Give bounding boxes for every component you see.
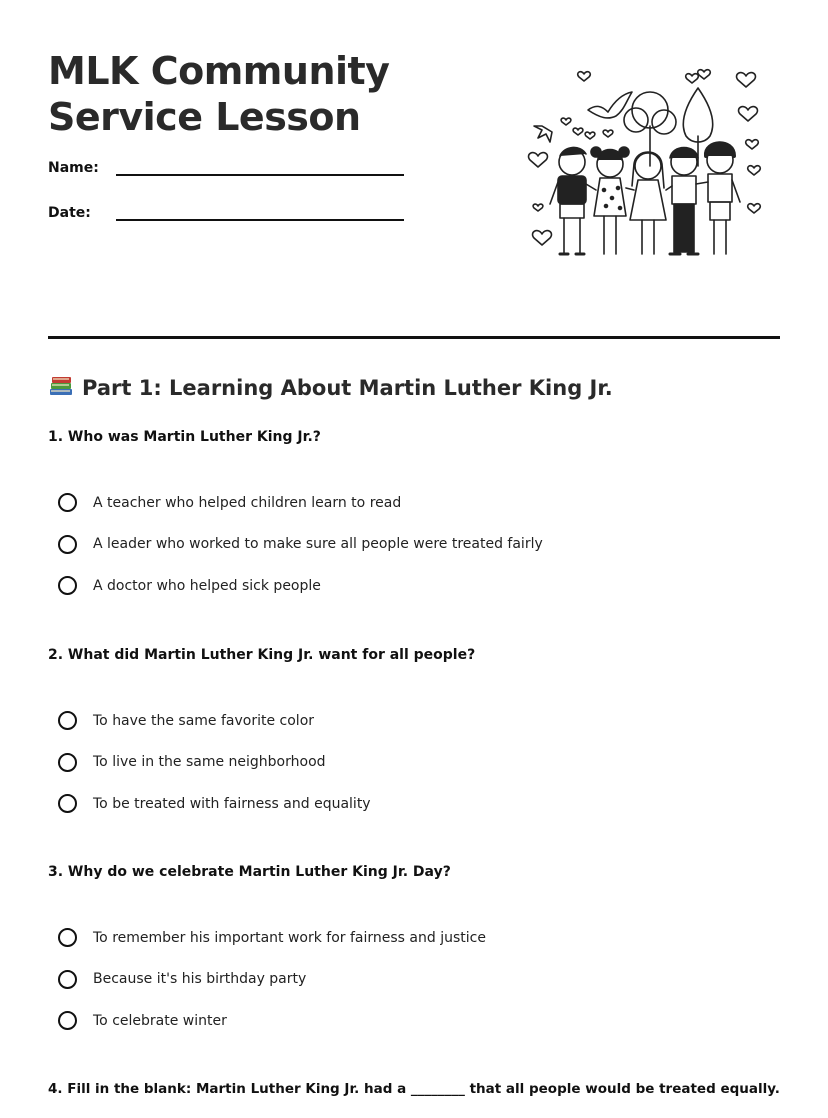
answer-option[interactable] xyxy=(58,917,486,959)
dove-icons xyxy=(534,92,632,142)
children-holding-hands-illustration xyxy=(520,60,770,280)
option-label: To live in the same neighborhood xyxy=(93,754,326,771)
answer-option[interactable] xyxy=(58,959,486,1001)
date-blank-line[interactable] xyxy=(116,219,404,221)
option-label: To remember his important work for fairness and justice xyxy=(93,929,486,946)
option-label: To have the same favorite color xyxy=(93,712,315,729)
answer-option[interactable] xyxy=(58,482,543,524)
question-4: 4. Fill in the blank: Martin Luther King Jr. had a ________ that all people would be treated equally. xyxy=(48,1081,780,1097)
answer-option[interactable] xyxy=(58,783,371,825)
date-label: Date: xyxy=(48,205,91,221)
option-label: Because it's his birthday party xyxy=(93,971,307,988)
answer-option[interactable] xyxy=(58,565,543,607)
question-3-options xyxy=(58,917,486,1042)
header-divider xyxy=(48,336,780,339)
name-blank-line[interactable] xyxy=(116,174,404,176)
answer-option[interactable] xyxy=(58,742,371,784)
answer-option[interactable] xyxy=(58,1000,486,1042)
tree-icons xyxy=(624,88,713,166)
answer-option[interactable] xyxy=(58,524,543,566)
name-label: Name: xyxy=(48,160,99,176)
radio-button[interactable] xyxy=(58,753,77,772)
question-2-options xyxy=(58,700,371,825)
title-line-2: Service Lesson xyxy=(48,95,361,139)
option-label: To be treated with fairness and equality xyxy=(93,795,371,812)
worksheet-title xyxy=(48,48,468,140)
radio-button[interactable] xyxy=(58,970,77,989)
option-label: A leader who worked to make sure all people were treated fairly xyxy=(93,536,543,553)
radio-button[interactable] xyxy=(58,535,77,554)
worksheet-header xyxy=(48,48,780,288)
date-field[interactable] xyxy=(48,205,408,235)
radio-button[interactable] xyxy=(58,493,77,512)
books-icon xyxy=(48,374,74,398)
question-2: 2. What did Martin Luther King Jr. want for all people? xyxy=(48,647,476,663)
radio-button[interactable] xyxy=(58,794,77,813)
part1-title xyxy=(48,374,613,400)
radio-button[interactable] xyxy=(58,576,77,595)
radio-button[interactable] xyxy=(58,928,77,947)
question-3: 3. Why do we celebrate Martin Luther King Jr. Day? xyxy=(48,864,451,880)
name-field[interactable] xyxy=(48,160,408,190)
option-label: A teacher who helped children learn to read xyxy=(93,494,402,511)
title-line-1: MLK Community xyxy=(48,49,390,93)
question-1-options xyxy=(58,482,543,607)
option-label: To celebrate winter xyxy=(93,1012,227,1029)
worksheet-page xyxy=(48,0,780,1118)
radio-button[interactable] xyxy=(58,1011,77,1030)
radio-button[interactable] xyxy=(58,711,77,730)
part1-title-text: Part 1: Learning About Martin Luther King Jr. xyxy=(82,376,613,400)
option-label: A doctor who helped sick people xyxy=(93,577,321,594)
question-1: 1. Who was Martin Luther King Jr.? xyxy=(48,429,321,445)
child-figures xyxy=(550,143,740,254)
answer-option[interactable] xyxy=(58,700,371,742)
